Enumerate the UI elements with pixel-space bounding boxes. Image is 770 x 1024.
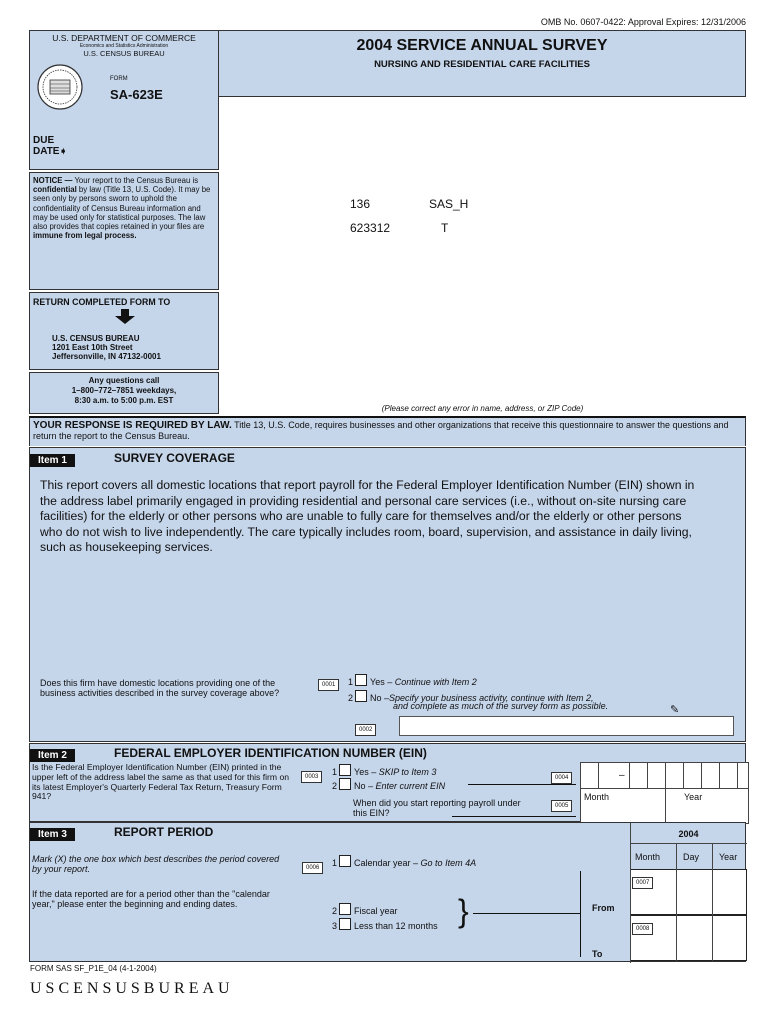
ein-input-grid[interactable]: [580, 762, 749, 790]
item2-code-0004: 0004: [551, 772, 572, 784]
item1-yes-note: – Continue with Item 2: [384, 677, 477, 687]
fiscal-year-label: Fiscal year: [354, 906, 398, 916]
required-by-law-banner: [29, 416, 746, 446]
ein-dash: –: [619, 770, 625, 781]
required-text: Title 13, U.S. Code, requires businesses and other organizations that receive this questionnaire to answer the questions and return the report to the Census Bureau.: [33, 420, 729, 441]
census-bureau-logo: USCENSUSBUREAU: [30, 980, 234, 997]
item2-no-checkbox[interactable]: [339, 778, 351, 790]
ein-digit-divider: [598, 763, 599, 789]
item3-option-calendar[interactable]: [332, 855, 476, 868]
questions-line-2: 1–800–772–7851 weekdays,: [71, 386, 177, 395]
less-than-12-months-label: Less than 12 months: [354, 921, 438, 931]
item1-option-yes[interactable]: [348, 674, 477, 687]
address-label-area[interactable]: [219, 97, 746, 415]
survey-title: 2004 SERVICE ANNUAL SURVEY: [356, 37, 608, 54]
item3-arrow-vertical: [580, 871, 581, 957]
item2-when-question: When did you start reporting payroll under this EIN?: [353, 798, 521, 818]
item3-code-0007: 0007: [632, 877, 653, 889]
title-panel: [219, 30, 746, 97]
business-activity-input[interactable]: [399, 716, 734, 736]
item1-code-0002: 0002: [355, 724, 376, 736]
department-name: U.S. DEPARTMENT OF COMMERCE: [52, 33, 196, 43]
address-correction-note: (Please correct any error in name, address, or ZIP Code): [381, 404, 584, 413]
form-id: FORM SAS SF_P1E_04 (4-1-2004): [30, 964, 157, 973]
less-than-12-months-checkbox[interactable]: [339, 918, 351, 930]
col-month-header: Month: [635, 852, 661, 862]
report-period-table: [630, 823, 747, 963]
calendar-year-label: Calendar year: [354, 858, 411, 868]
questions-panel: [29, 372, 219, 414]
payroll-month-label: Month: [584, 792, 610, 802]
ein-digit-divider: [665, 763, 666, 789]
calendar-year-checkbox[interactable]: [339, 855, 351, 867]
item1-yes-checkbox[interactable]: [355, 674, 367, 686]
item3-heading: REPORT PERIOD: [114, 825, 214, 839]
form-label: FORM: [110, 76, 128, 82]
item3-option-less-than-12[interactable]: [332, 918, 438, 931]
item2-option-yes[interactable]: [332, 764, 436, 777]
address-code-4: T: [441, 221, 449, 235]
census-seal-icon: [36, 63, 84, 116]
payroll-year-label: Year: [684, 792, 703, 802]
return-line-3: Jeffersonville, IN 47132-0001: [52, 352, 161, 361]
to-date-row[interactable]: [630, 915, 747, 961]
item2-arrow-line-1: [468, 784, 576, 785]
item2-yes-label: Yes: [354, 767, 369, 777]
notice-text-1: Your report to the Census Bureau is: [72, 176, 199, 185]
item1-heading: SURVEY COVERAGE: [114, 451, 235, 465]
item3-question-2: If the data reported are for a period other than the "calendar year," please enter the beginning and ending dates.: [32, 889, 270, 909]
fiscal-year-checkbox[interactable]: [339, 903, 351, 915]
item2-question: Is the Federal Employer Identification Number (EIN) printed in the upper left of the address label the same as that used for this firm on its latest Employer's Quarterly Federal Tax Return, Treasury Form 941?: [32, 762, 289, 802]
item1-no-checkbox[interactable]: [355, 690, 367, 702]
item3-arrow: [473, 913, 580, 914]
address-code-3: 623312: [350, 221, 391, 235]
item3-code-0008: 0008: [632, 923, 653, 935]
payroll-date-input[interactable]: [580, 788, 749, 824]
item3-section: [29, 822, 746, 962]
item1-question: Does this firm have domestic locations providing one of the business activities described in the survey coverage above?: [40, 678, 280, 698]
calendar-year-note: – Go to Item 4A: [410, 858, 477, 868]
notice-bold-1: confidential: [33, 185, 77, 195]
ein-digit-divider: [647, 763, 648, 789]
from-label: From: [592, 903, 615, 913]
required-bold: YOUR RESPONSE IS REQUIRED BY LAW.: [33, 420, 232, 431]
item2-arrow-line-2: [452, 816, 576, 817]
from-date-row[interactable]: [630, 869, 747, 915]
item1-code-0001: 0001: [318, 679, 339, 691]
survey-subtitle: NURSING AND RESIDENTIAL CARE FACILITIES: [374, 59, 590, 70]
pen-icon: ✎: [670, 704, 680, 716]
notice-lead: NOTICE —: [33, 176, 73, 185]
due-date-text: DUE DATE: [33, 135, 60, 157]
agency-panel: [29, 30, 219, 170]
notice-panel: [29, 172, 219, 290]
item1-no-note-2: and complete as much of the survey form as possible.: [393, 701, 609, 711]
item1-no-label: No: [370, 693, 382, 703]
item1-yes-label: Yes: [370, 677, 385, 687]
item2-heading: FEDERAL EMPLOYER IDENTIFICATION NUMBER (EIN): [114, 746, 427, 760]
return-line-1: U.S. CENSUS BUREAU: [52, 334, 140, 343]
item3-option-fiscal[interactable]: [332, 903, 398, 916]
item2-yes-note: – SKIP to Item 3: [368, 767, 437, 777]
item2-option-no[interactable]: [332, 778, 445, 791]
item1-body: This report covers all domestic locations that report payroll for the Federal Employer Identification Number (EIN) shown in the address label primarily engaged in providing residential and personal care services (i.e., without on-site nursing care facilities) for the elderly or other persons who are unable to fully care for themselves and/or the elderly or other persons who do not wish to live independently. The care typically includes room, board, supervision, and assistance in daily living, such as housekeeping services.: [40, 478, 695, 554]
item2-code-0005: 0005: [551, 800, 572, 812]
omb-number: OMB No. 0607-0422: Approval Expires: 12/31/2006: [540, 17, 746, 27]
address-code-2: SAS_H: [429, 197, 469, 211]
questions-line-3: 8:30 a.m. to 5:00 p.m. EST: [74, 396, 174, 405]
item1-no-note: –Specify your business activity, continue with Item 2,: [381, 693, 594, 703]
item2-tag: Item 2: [30, 749, 75, 762]
item2-section: [29, 743, 746, 822]
item2-no-label: No: [354, 781, 366, 791]
questions-line-1: Any questions call: [88, 376, 160, 385]
item3-option-calendar-num: 1: [332, 858, 338, 868]
notice-text-2: by law (Title 13, U.S. Code). It may be seen only by persons sworn to uphold the confidentiality of Census Bureau information and may be used only for statistical purposes. The law also provides that copies retained in your files are: [33, 185, 211, 232]
due-date-label: [33, 135, 67, 157]
to-label: To: [592, 949, 603, 959]
ein-digit-divider: [629, 763, 630, 789]
return-heading: RETURN COMPLETED FORM TO: [33, 297, 171, 307]
administration-name: Economics and Statistics Administration: [79, 43, 169, 49]
right-brace-icon: }: [458, 893, 469, 929]
return-line-2: 1201 East 10th Street: [52, 343, 133, 352]
item2-option-no-num: 2: [332, 781, 338, 791]
col-year-header: Year: [719, 852, 738, 862]
item1-tag: Item 1: [30, 454, 75, 467]
arrow-icon: ➧: [59, 146, 68, 156]
item1-option-yes-num: 1: [348, 677, 354, 687]
ein-digit-divider: [719, 763, 720, 789]
col-day-header: Day: [683, 852, 700, 862]
year-2004-header: 2004: [678, 829, 699, 839]
item1-section: [29, 447, 746, 742]
item3-option-fiscal-num: 2: [332, 906, 338, 916]
form-number: SA-623E: [110, 87, 163, 102]
ein-digit-divider: [737, 763, 738, 789]
ein-digit-divider: [701, 763, 702, 789]
ein-digit-divider: [683, 763, 684, 789]
item3-option-less-num: 3: [332, 921, 338, 931]
bureau-name: U.S. CENSUS BUREAU: [83, 49, 165, 58]
item3-tag: Item 3: [30, 828, 75, 841]
notice-bold-2: immune from legal process.: [33, 231, 137, 241]
address-code-1: 136: [350, 197, 371, 211]
down-arrow-icon: [114, 309, 218, 330]
item2-code-0003: 0003: [301, 771, 322, 783]
item3-code-0006: 0006: [302, 862, 323, 874]
item3-question-1: Mark (X) the one box which best describes the period covered by your report.: [32, 854, 280, 874]
item2-no-note: – Enter current EIN: [365, 781, 446, 791]
return-panel: [29, 292, 219, 370]
item2-option-yes-num: 1: [332, 767, 338, 777]
item1-option-no-num: 2: [348, 693, 354, 703]
item2-yes-checkbox[interactable]: [339, 764, 351, 776]
